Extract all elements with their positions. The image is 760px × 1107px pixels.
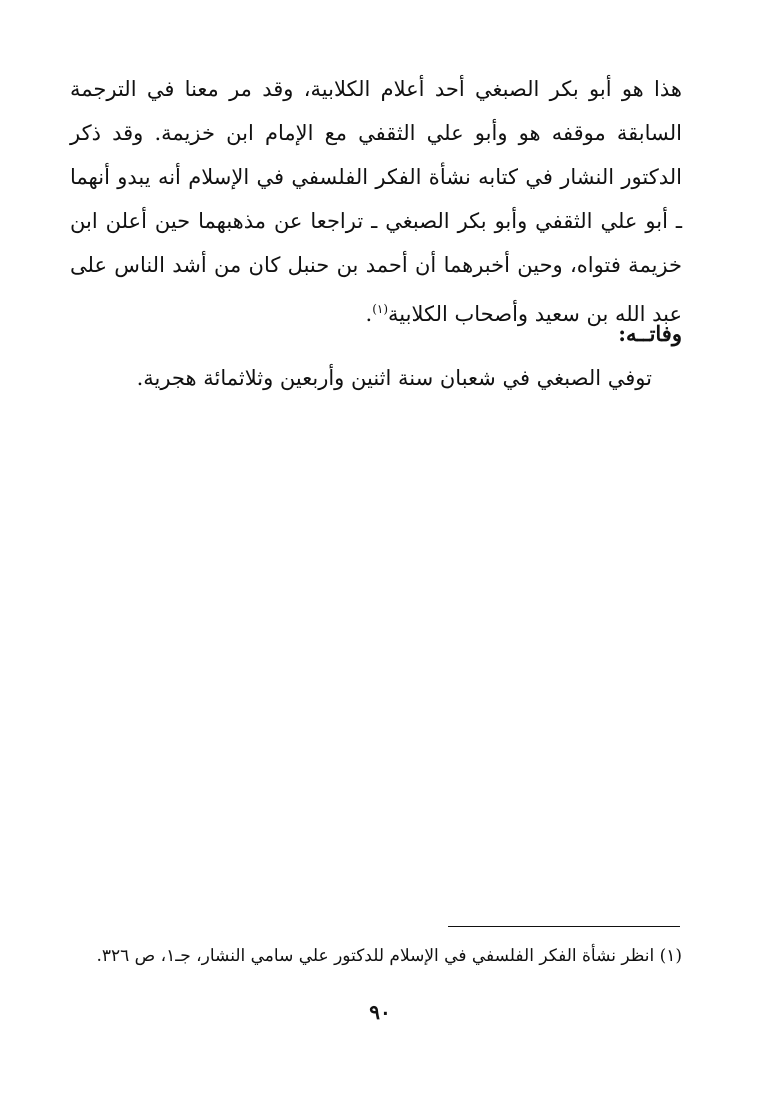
- footnote-marker: (١): [372, 302, 389, 316]
- page-number: ٩٠: [369, 1000, 391, 1024]
- death-heading: وفاتــه:: [618, 321, 682, 346]
- footnote-text: (١) انظر نشأة الفكر الفلسفي في الإسلام للدكتور علي سامي النشار، جـ١، ص ٣٢٦.: [96, 946, 682, 966]
- paragraph-end: .: [365, 302, 373, 326]
- footnote-divider: [448, 926, 680, 927]
- death-text: توفي الصبغي في شعبان سنة اثنين وأربعين وثلاثمائة هجرية.: [136, 366, 652, 390]
- main-paragraph: [70, 67, 682, 336]
- paragraph-text: هذا هو أبو بكر الصبغي أحد أعلام الكلابية، وقد مر معنا في الترجمة السابقة موقفه هو وأبو علي الثقفي مع الإمام ابن خزيمة. وقد ذكر الدكتور النشار في كتابه نشأة الفكر الفلسفي في الإسلام أنه يبدو أنهما ـ أبو علي الثقفي وأبو بكر الصبغي ـ تراجعا عن مذهبهما حين أعلن ابن خزيمة فتواه، وحين أخبرهما أن أحمد بن حنبل كان من أشد الناس على عبد الله بن سعيد وأصحاب الكلابية: [70, 77, 682, 326]
